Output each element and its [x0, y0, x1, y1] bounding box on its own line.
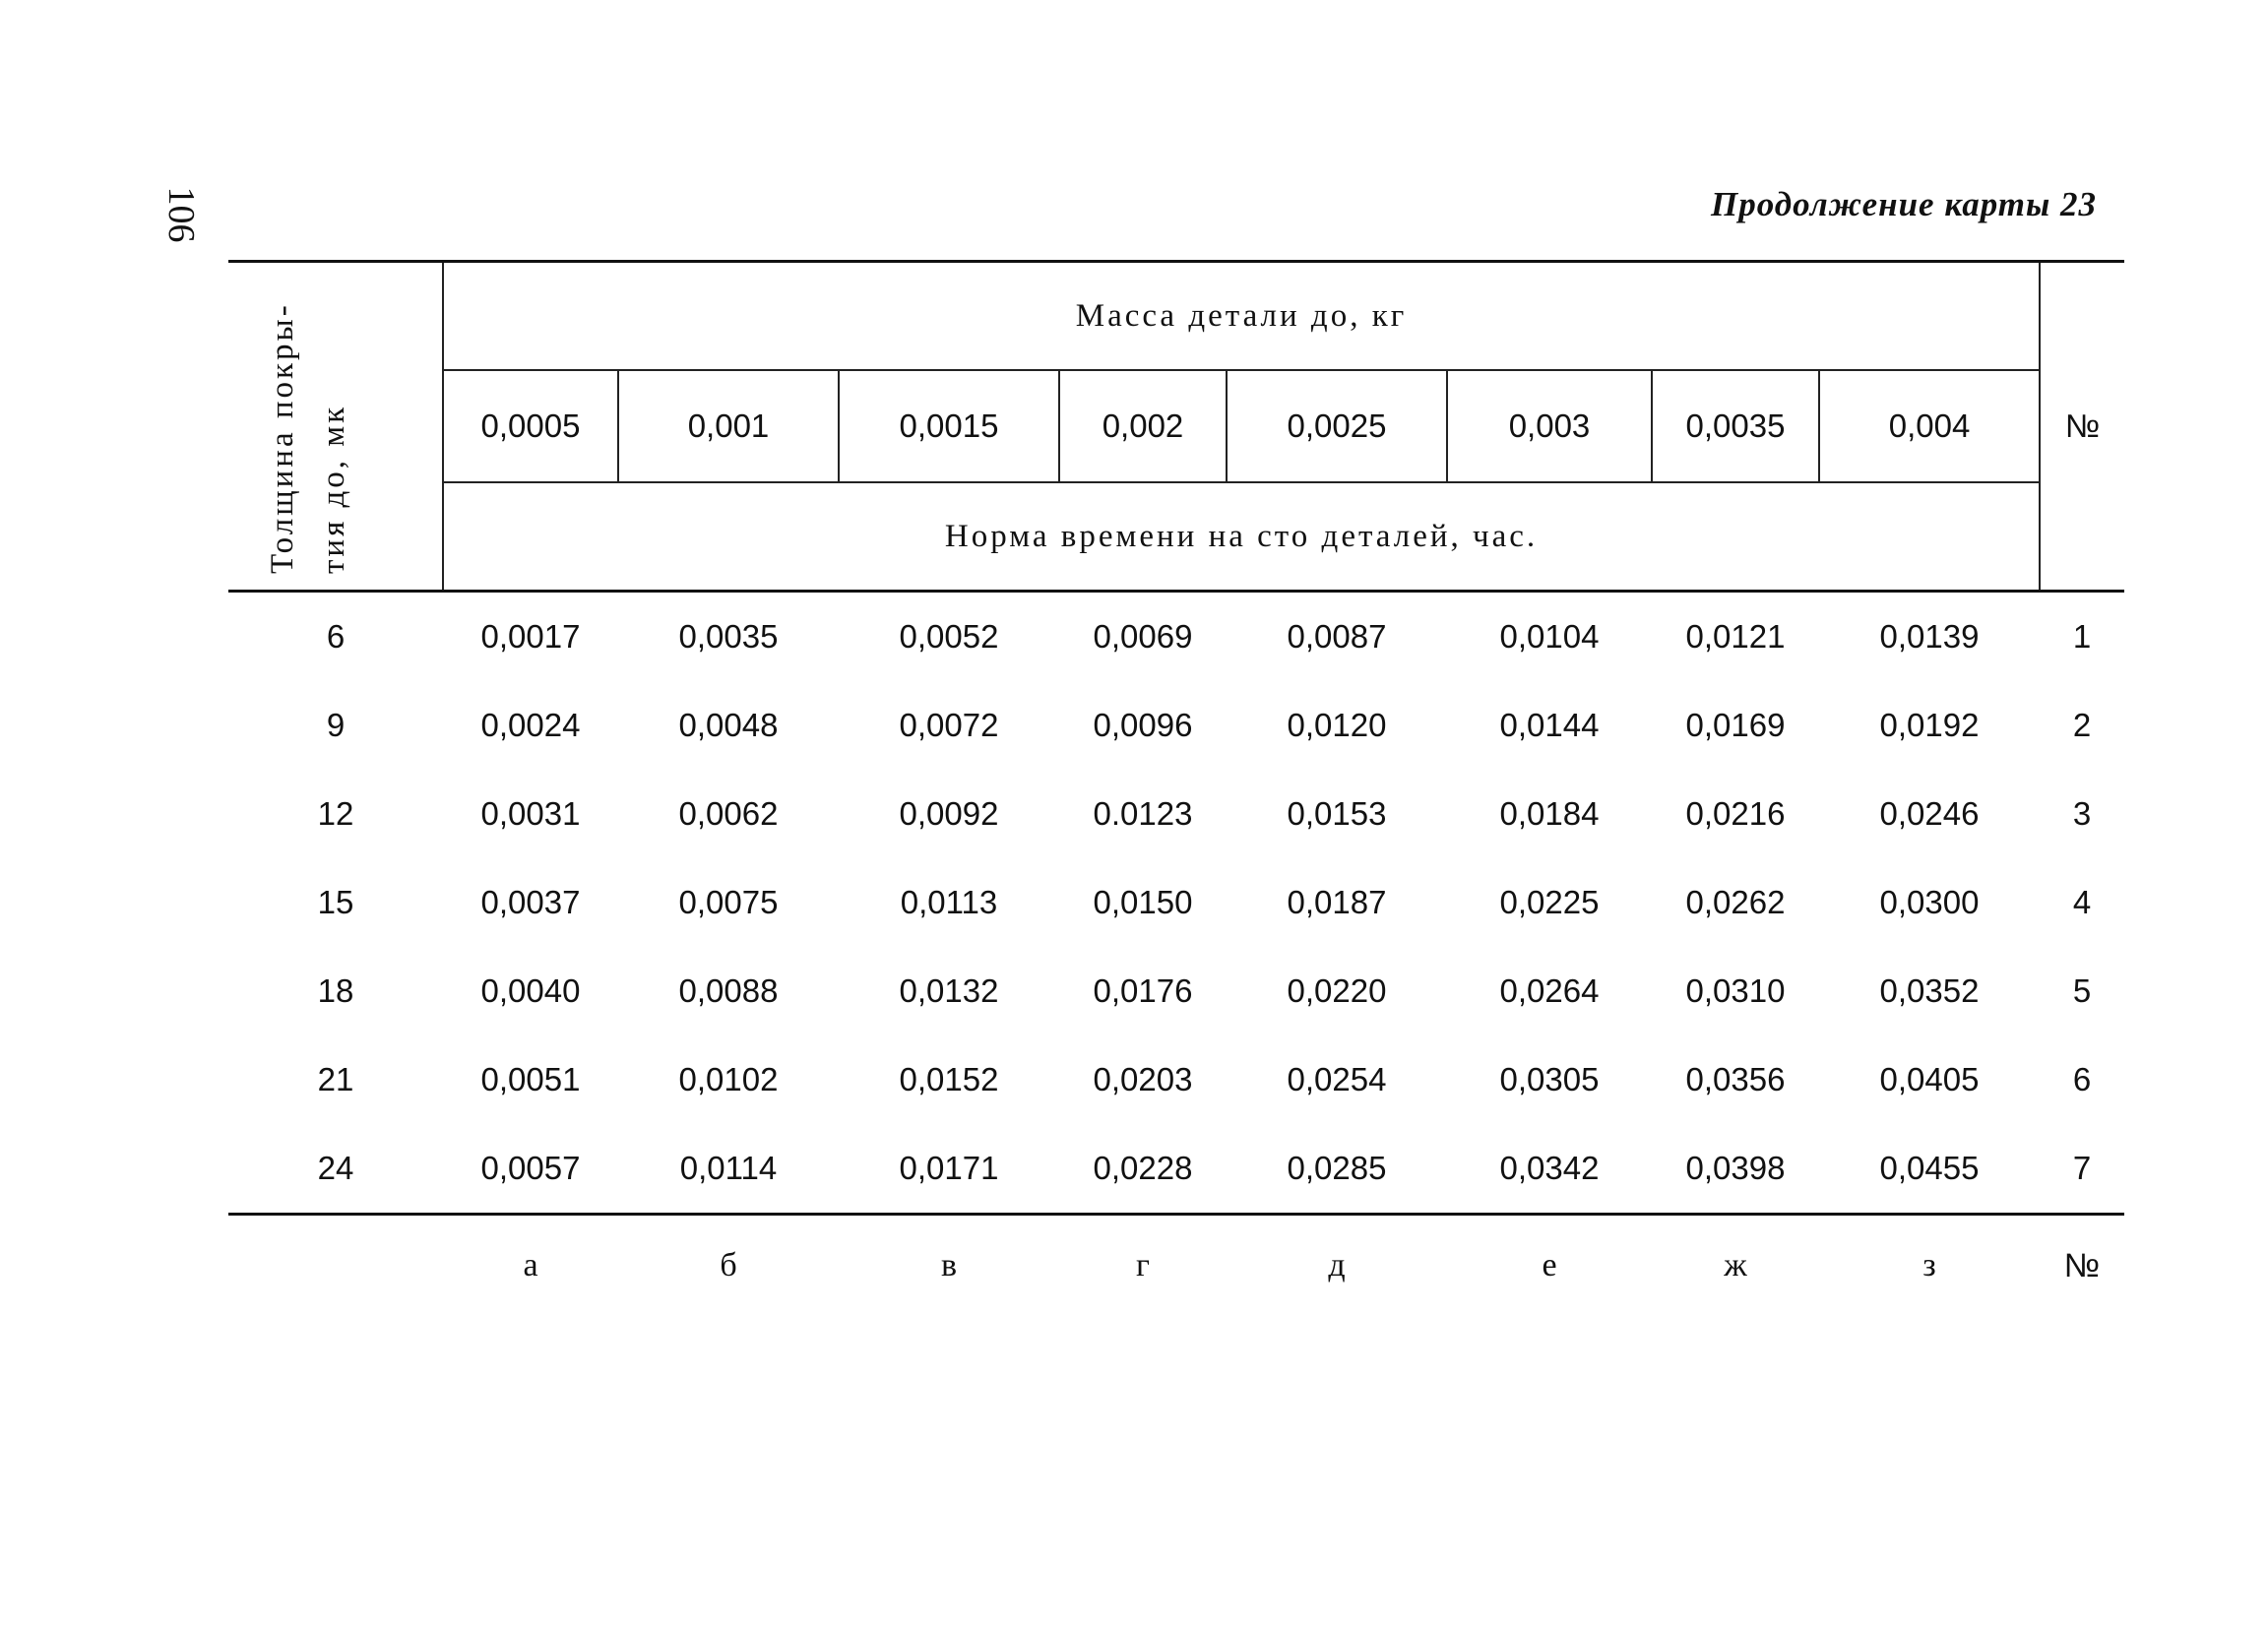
no-header: № [2040, 262, 2124, 592]
time-norm-table [228, 260, 2124, 1316]
mass-value: 0,0005 [443, 370, 618, 482]
table-row [228, 947, 2124, 1035]
time-norm-value: 0,0187 [1287, 884, 1387, 920]
time-norm-value: 0,0051 [480, 1061, 581, 1097]
thickness-value: 15 [317, 884, 354, 920]
footer-no-label: № [2063, 1246, 2101, 1284]
column-letters-row [228, 1216, 2124, 1316]
time-norm-value: 0,0305 [1499, 1061, 1600, 1097]
table-row [228, 770, 2124, 858]
norm-title: Норма времени на сто деталей, час. [944, 518, 1539, 554]
page-number: 106 [160, 186, 202, 243]
mass-value: 0,0015 [839, 370, 1059, 482]
time-norm-value: 0,0176 [1093, 972, 1193, 1009]
mass-title: Масса детали до, кг [443, 262, 2040, 371]
time-norm-value: 0,0184 [1499, 795, 1600, 832]
time-norm-value: 0,0062 [678, 795, 779, 832]
thickness-header [228, 262, 443, 592]
thickness-value: 9 [326, 707, 346, 743]
time-norm-value: 0,0153 [1287, 795, 1387, 832]
mass-value: 0,0025 [1227, 370, 1447, 482]
mass-value: 0,0035 [1652, 370, 1819, 482]
time-norm-value: 0,0037 [480, 884, 581, 920]
row-number: 1 [2072, 618, 2092, 655]
row-number: 6 [2072, 1061, 2092, 1097]
time-norm-value: 0,0342 [1499, 1150, 1600, 1186]
thickness-value: 24 [317, 1150, 354, 1186]
row-number: 4 [2072, 884, 2092, 920]
row-number: 5 [2072, 972, 2092, 1009]
time-norm-value: 0,0352 [1879, 972, 1980, 1009]
time-norm-value: 0,0262 [1685, 884, 1786, 920]
time-norm-value: 0,0405 [1879, 1061, 1980, 1097]
column-letter: а [523, 1247, 538, 1284]
mass-value: 0,003 [1447, 370, 1652, 482]
time-norm-value: 0,0035 [678, 618, 779, 655]
table-row [228, 1124, 2124, 1215]
time-norm-value: 0,0092 [899, 795, 999, 832]
time-norm-value: 0,0254 [1287, 1061, 1387, 1097]
table-footer [228, 1216, 2124, 1316]
time-norm-value: 0,0104 [1499, 618, 1600, 655]
mass-value: 0,001 [618, 370, 839, 482]
column-letter: д [1328, 1247, 1346, 1284]
column-letter: г [1136, 1247, 1150, 1284]
time-norm-value: 0,0246 [1879, 795, 1980, 832]
time-norm-value: 0,0228 [1093, 1150, 1193, 1186]
time-norm-value: 0,0139 [1879, 618, 1980, 655]
time-norm-value: 0,0088 [678, 972, 779, 1009]
time-norm-value: 0,0132 [899, 972, 999, 1009]
table-row [228, 593, 2124, 681]
time-norm-value: 0,0024 [480, 707, 581, 743]
time-norm-value: 0,0069 [1093, 618, 1193, 655]
time-norm-value: 0,0052 [899, 618, 999, 655]
time-norm-value: 0,0057 [480, 1150, 581, 1186]
time-norm-value: 0,0264 [1499, 972, 1600, 1009]
time-norm-value: 0,0300 [1879, 884, 1980, 920]
time-norm-value: 0,0102 [678, 1061, 779, 1097]
table-row [228, 681, 2124, 770]
column-letter: б [720, 1247, 737, 1284]
row-number: 3 [2072, 795, 2092, 832]
time-norm-value: 0,0192 [1879, 707, 1980, 743]
thickness-value: 12 [317, 795, 354, 832]
column-letter: е [1542, 1247, 1557, 1284]
time-norm-value: 0,0072 [899, 707, 999, 743]
time-norm-value: 0,0121 [1685, 618, 1786, 655]
thickness-value: 21 [317, 1061, 354, 1097]
column-letter: в [940, 1247, 958, 1284]
time-norm-value: 0,0310 [1685, 972, 1786, 1009]
continuation-title: Продолжение карты 23 [1711, 185, 2097, 223]
row-number: 2 [2072, 707, 2092, 743]
table-row [228, 858, 2124, 947]
time-norm-value: 0,0120 [1287, 707, 1387, 743]
column-letter: ж [1724, 1247, 1747, 1284]
time-norm-value: 0,0114 [679, 1150, 778, 1186]
time-norm-value: 0,0150 [1093, 884, 1193, 920]
column-letter: з [1922, 1247, 1936, 1284]
time-norm-value: 0,0455 [1879, 1150, 1980, 1186]
time-norm-value: 0,0169 [1685, 707, 1786, 743]
time-norm-value: 0,0171 [899, 1150, 999, 1186]
time-norm-value: 0,0356 [1685, 1061, 1786, 1097]
time-norm-value: 0,0031 [480, 795, 581, 832]
time-norm-value: 0,0113 [900, 884, 998, 920]
thickness-header-line2: тия до, мк [315, 404, 351, 574]
mass-value: 0,004 [1819, 370, 2040, 482]
time-norm-value: 0,0075 [678, 884, 779, 920]
time-norm-value: 0,0216 [1685, 795, 1786, 832]
time-norm-value: 0,0398 [1685, 1150, 1786, 1186]
time-norm-value: 0,0017 [480, 618, 581, 655]
time-norm-value: 0,0225 [1499, 884, 1600, 920]
table-row [228, 1035, 2124, 1124]
time-norm-value: 0,0220 [1287, 972, 1387, 1009]
mass-row [228, 370, 2124, 482]
time-norm-value: 0,0203 [1093, 1061, 1193, 1097]
table-header [228, 260, 2124, 593]
row-number: 7 [2072, 1150, 2092, 1186]
time-norm-value: 0,0144 [1499, 707, 1600, 743]
time-norm-value: 0,0087 [1287, 618, 1387, 655]
time-norm-value: 0,0096 [1093, 707, 1193, 743]
time-norm-value: 0.0123 [1093, 795, 1193, 832]
time-norm-value: 0,0285 [1287, 1150, 1387, 1186]
thickness-value: 18 [317, 972, 354, 1009]
table-body [228, 593, 2124, 1216]
thickness-value: 6 [326, 618, 346, 655]
time-norm-value: 0,0048 [678, 707, 779, 743]
time-norm-value: 0,0040 [480, 972, 581, 1009]
thickness-header-line1: Толщина покры- [264, 302, 300, 574]
time-norm-value: 0,0152 [899, 1061, 999, 1097]
mass-value: 0,002 [1059, 370, 1227, 482]
